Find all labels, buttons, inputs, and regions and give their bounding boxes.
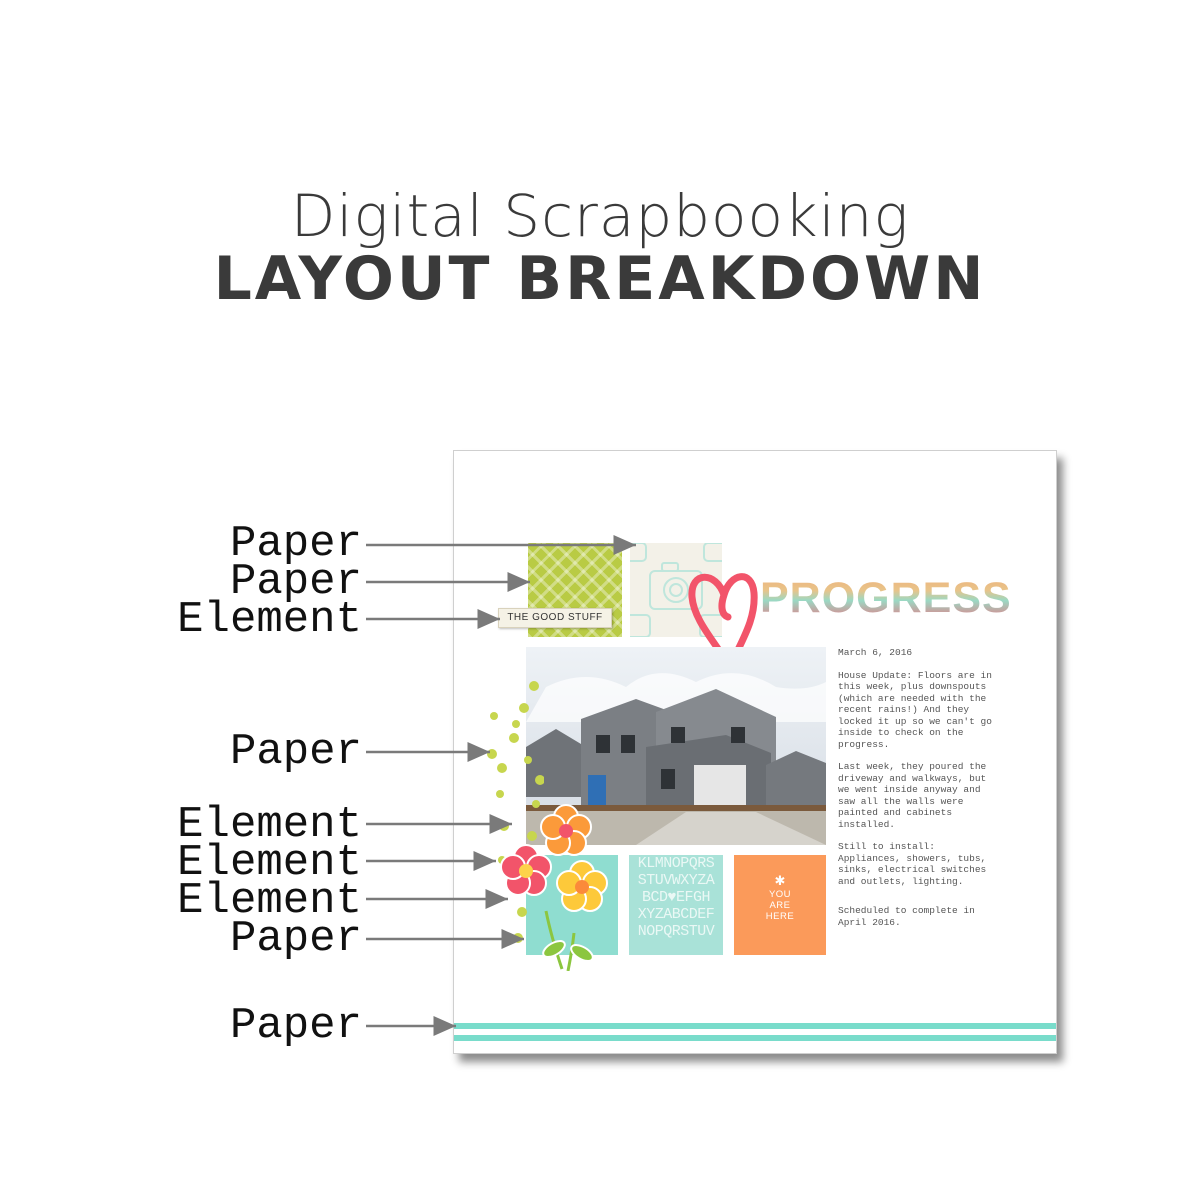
alpha-row: BCD♥EFGH: [641, 889, 710, 906]
alpha-row: STUVWXYZA: [637, 872, 715, 889]
label-element-1: Element: [177, 595, 362, 645]
journal-date: March 6, 2016: [838, 647, 913, 658]
star-icon: ✱: [774, 873, 786, 888]
alpha-row: NOPQRSTUV: [637, 923, 715, 940]
good-stuff-tag: THE GOOD STUFF: [498, 608, 612, 628]
label-element-3: Element: [177, 838, 362, 888]
card-line-3: HERE: [765, 911, 795, 922]
alpha-row: XYZABCDEF: [637, 906, 715, 923]
title-line-2: LAYOUT BREAKDOWN: [213, 244, 987, 314]
label-paper-4: Paper: [229, 914, 362, 964]
title-line-1: Digital Scrapbooking: [290, 182, 910, 250]
label-element-2: Element: [177, 800, 362, 850]
label-paper-2: Paper: [229, 557, 362, 607]
label-element-4: Element: [177, 876, 362, 926]
journal-paragraph-2: Last week, they poured the driveway and walkways, but we went inside anyway and saw all the walls were painted and cabinets installed.: [838, 761, 987, 830]
progress-title: PROGRESS: [760, 574, 1012, 622]
label-paper-1: Paper: [229, 519, 362, 569]
journal-paragraph-3: Still to install: Appliances, showers, tubs, sinks, electrical switches and outlets, lighting.: [838, 841, 987, 887]
label-paper-3: Paper: [229, 727, 362, 777]
journal-paragraph-4: Scheduled to complete in April 2016.: [838, 905, 975, 928]
card-line-2: ARE: [769, 900, 791, 911]
card-line-1: YOU: [768, 889, 792, 900]
label-paper-5: Paper: [229, 1001, 362, 1051]
alpha-row: KLMNOPQRS: [637, 855, 715, 872]
journal-paragraph-1: House Update: Floors are in this week, plus downspouts (which are needed with the recent rains!) And they locked it up so we can't go inside to check on the progress.: [838, 669, 992, 750]
